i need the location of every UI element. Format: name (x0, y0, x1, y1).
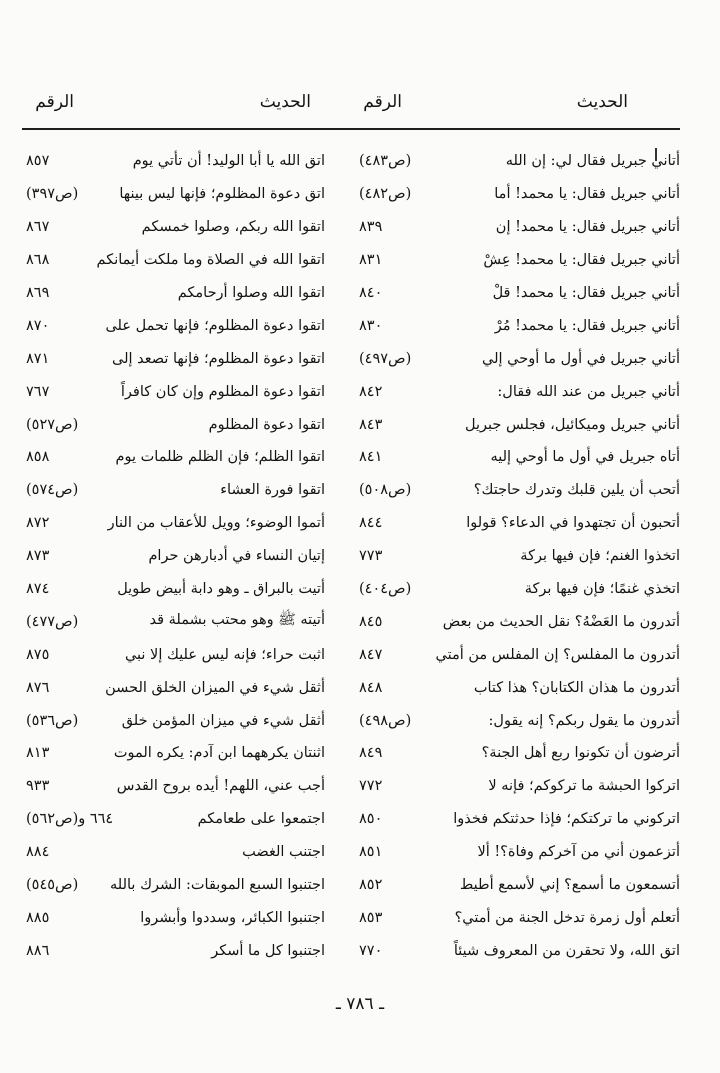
hadith-text: أتسمعون ما أسمع؟ إني لأسمع أطيط (459, 877, 680, 894)
hadith-number: ٨٣٩ (359, 219, 383, 236)
hadith-number: ٨٧٣ (26, 548, 50, 565)
hadith-text: أترضون أن تكونوا ربع أهل الجنة؟ (481, 745, 680, 762)
index-entry (355, 836, 680, 869)
hadith-number: ٨٨٤ (26, 844, 50, 861)
hadith-text: أتموا الوضوء؛ وويل للأعقاب من النار (107, 515, 325, 532)
index-entry (355, 737, 680, 770)
hadith-number: ٨٤٢ (359, 383, 383, 400)
index-entry (22, 901, 325, 934)
hadith-text: اتقوا دعوة المظلوم وإن كان كافراً (120, 383, 325, 400)
index-entry (355, 507, 680, 540)
hadith-number: ٧٧٢ (359, 778, 383, 795)
hadith-number: ٧٧٠ (359, 942, 383, 959)
hadith-number: ٨٧٦ (26, 679, 50, 696)
index-entry (22, 836, 325, 869)
hadith-text: أتيت بالبراق ـ وهو دابة أبيض طويل (117, 581, 325, 598)
hadith-number: ٨٥٠ (359, 811, 383, 828)
index-entry (355, 901, 680, 934)
hadith-text: اتقوا دعوة المظلوم (208, 416, 325, 433)
hadith-text: اتق دعوة المظلوم؛ فإنها ليس بينها (119, 186, 325, 203)
index-entry (22, 605, 325, 638)
index-entry (22, 342, 325, 375)
hadith-text: أتدرون ما العَضْهُ؟ نقل الحديث من بعض (442, 613, 680, 630)
index-entry (22, 408, 325, 441)
index-entry (22, 211, 325, 244)
hadith-text: أتاني جبريل من عند الله فقال: (497, 383, 680, 400)
hadith-number: ٨٦٨ (26, 252, 50, 269)
hadith-number: ٨٤١ (359, 449, 383, 466)
hadith-number: ٨٧١ (26, 350, 50, 367)
hadith-text: أتاني جبريل في أول ما أوحي إلي (482, 350, 680, 367)
hadith-number: ٨٤٧ (359, 646, 383, 663)
index-entry (355, 934, 680, 967)
index-entry (355, 573, 680, 606)
hadith-number: ٨١٣ (26, 745, 50, 762)
hadith-text: أتدرون ما هذان الكتابان؟ هذا كتاب (473, 679, 680, 696)
hadith-text: أتعلم أول زمرة تدخل الجنة من أمتي؟ (454, 909, 680, 926)
index-entry (355, 803, 680, 836)
hadith-text: أتحبون أن تجتهدوا في الدعاء؟ قولوا (466, 515, 680, 532)
hadith-number: ٨٤٣ (359, 416, 383, 433)
hadith-text: أتحب أن يلين قلبك وتدرك حاجتك؟ (473, 482, 680, 499)
hadith-number: (ص٤٩٧) (359, 350, 412, 367)
hadith-text: أثقل شيء في الميزان الخلق الحسن (105, 679, 325, 696)
index-entry (355, 869, 680, 902)
header-hadith-right: الحديث (576, 92, 628, 112)
hadith-text: أتدرون ما يقول ربكم؟ إنه يقول: (488, 712, 680, 729)
hadith-text: أجب عني، اللهم! أيده بروح القدس (116, 778, 325, 795)
header-rule (22, 128, 680, 130)
hadith-text: أتاه جبريل في أول ما أوحي إليه (490, 449, 680, 466)
hadith-text: اتقوا الله وصلوا أرحامكم (177, 285, 325, 301)
hadith-text: اتركوا الحبشة ما تركوكم؛ فإنه لا (488, 778, 680, 795)
index-entry (22, 244, 325, 277)
hadith-number: ٦٦٤ و(ص٥٦٢) (26, 811, 114, 828)
hadith-text: اتقوا دعوة المظلوم؛ فإنها تصعد إلى (112, 350, 325, 367)
hadith-text: إتيان النساء في أدبارهن حرام (148, 548, 325, 565)
index-entry (22, 671, 325, 704)
index-entry (22, 638, 325, 671)
index-entry (355, 605, 680, 638)
hadith-number: ٨٥٨ (26, 449, 50, 466)
index-entry (355, 244, 680, 277)
index-entry (22, 540, 325, 573)
index-entry (355, 309, 680, 342)
index-entry (22, 770, 325, 803)
hadith-text: اجتمعوا على طعامكم (197, 811, 325, 828)
hadith-number: ٨٦٧ (26, 219, 50, 236)
index-entry (22, 309, 325, 342)
hadith-text: اجتنبوا السبع الموبقات: الشرك بالله (110, 877, 325, 894)
hadith-number: ٨٧٢ (26, 515, 50, 532)
hadith-number: ٧٦٧ (26, 383, 50, 400)
hadith-number: (ص٤٨٢) (359, 186, 412, 203)
hadith-text: اتقوا الله ربكم، وصلوا خمسكم (141, 219, 325, 236)
hadith-number: ٨٤٩ (359, 745, 383, 762)
hadith-text: اتقوا فورة العشاء (220, 482, 325, 499)
index-entry (355, 474, 680, 507)
hadith-number: (ص٥٠٨) (359, 482, 412, 499)
index-entry (22, 934, 325, 967)
index-entry (355, 540, 680, 573)
left-column (22, 145, 325, 967)
hadith-number: ٨٥٣ (359, 909, 383, 926)
index-entry (22, 145, 325, 178)
hadith-text: أتيته ﷺ وهو محتب بشملة قد (149, 612, 325, 629)
hadith-number: ٨٥١ (359, 844, 383, 861)
hadith-number: ٨٨٦ (26, 942, 50, 959)
hadith-text: اثبت حراء؛ فإنه ليس عليك إلا نبي (124, 646, 325, 663)
hadith-number: ٨٤٠ (359, 285, 383, 301)
hadith-text: اجتنب الغضب (242, 844, 325, 861)
hadith-number: ٧٧٣ (359, 548, 383, 565)
hadith-text: اجتنبوا كل ما أسكر (211, 942, 325, 959)
hadith-text: أتاني جبريل فقال: يا محمد! عِشْ (483, 252, 680, 269)
hadith-number: (ص٥٤٥) (26, 877, 79, 894)
hadith-text: أثقل شيء في ميزان المؤمن خلق (121, 712, 325, 729)
hadith-text: اتق الله، ولا تحقرن من المعروف شيئاً (453, 942, 680, 959)
index-entry (22, 277, 325, 310)
hadith-text: أتزعمون أني من آخركم وفاة؟! ألا (477, 844, 680, 861)
index-entry (355, 671, 680, 704)
header-number-right: الرقم (363, 92, 402, 112)
hadith-number: ٩٣٣ (26, 778, 50, 795)
hadith-text: أتاني جبريل فقال: يا محمد! إن (495, 219, 680, 236)
hadith-text: اتقوا دعوة المظلوم؛ فإنها تحمل على (105, 317, 325, 334)
hadith-text: أتاني جبريل وميكائيل، فجلس جبريل (465, 416, 680, 433)
hadith-text: اتقوا الله في الصلاة وما ملكت أيمانكم (96, 252, 325, 269)
index-entry (355, 211, 680, 244)
header-hadith-left: الحديث (259, 92, 311, 112)
index-entry (355, 441, 680, 474)
hadith-number: (ص٤٩٨) (359, 712, 412, 729)
hadith-number: (ص٥٧٤) (26, 482, 79, 499)
hadith-number: ٨٤٤ (359, 515, 383, 532)
hadith-text: أتاني جبريل فقال: يا محمد! قلْ (492, 285, 680, 301)
hadith-number: (ص٤٨٣) (359, 153, 412, 170)
index-entry (22, 441, 325, 474)
index-entry (355, 704, 680, 737)
index-entry (355, 342, 680, 375)
index-entry (22, 704, 325, 737)
hadith-text: اجتنبوا الكبائر، وسددوا وأبشروا (140, 909, 325, 926)
hadith-text: أتدرون ما المفلس؟ إن المفلس من أمتي (435, 646, 680, 663)
index-entry (22, 375, 325, 408)
index-entry (355, 178, 680, 211)
hadith-text: اتخذي غنمًا؛ فإن فيها بركة (524, 581, 680, 598)
hadith-text: أتاني جبريل فقال: يا محمد! أما (494, 186, 680, 203)
hadith-text: أتاني جبريل فقال لي: إن الله (505, 153, 680, 170)
right-column (355, 145, 680, 967)
hadith-number: ٨٧٠ (26, 317, 50, 334)
hadith-number: (ص٥٢٧) (26, 416, 79, 433)
index-entry (355, 770, 680, 803)
index-entry (22, 803, 325, 836)
hadith-number: ٨٨٥ (26, 909, 50, 926)
hadith-text: اثنتان يكرههما ابن آدم: يكره الموت (113, 745, 325, 762)
hadith-number: ٨٦٩ (26, 285, 50, 301)
hadith-number: ٨٤٥ (359, 613, 383, 630)
index-entry (22, 474, 325, 507)
index-entry (22, 869, 325, 902)
hadith-text: اتركوني ما تركتكم؛ فإذا حدثتكم فخذوا (453, 811, 680, 828)
index-entry (355, 638, 680, 671)
index-entry (355, 145, 680, 178)
index-entry (22, 737, 325, 770)
hadith-number: ٨٣١ (359, 252, 383, 269)
hadith-number: ٨٣٠ (359, 317, 383, 334)
hadith-text: أتاني جبريل فقال: يا محمد! مُرْ (494, 317, 680, 334)
hadith-number: (ص٤٠٤) (359, 581, 412, 598)
page-number: ـ ٧٨٦ ـ (335, 994, 385, 1014)
hadith-number: ٨٧٥ (26, 646, 50, 663)
hadith-number: ٨٥٧ (26, 153, 50, 170)
hadith-number: (ص٥٣٦) (26, 712, 79, 729)
hadith-number: ٨٤٨ (359, 679, 383, 696)
hadith-number: (ص٤٧٧) (26, 613, 79, 630)
index-entry (22, 573, 325, 606)
index-entry (355, 277, 680, 310)
header-number-left: الرقم (35, 92, 74, 112)
index-entry (22, 178, 325, 211)
index-entry (355, 408, 680, 441)
hadith-number: (ص٣٩٧) (26, 186, 79, 203)
index-entry (22, 507, 325, 540)
hadith-text: اتقوا الظلم؛ فإن الظلم ظلمات يوم (115, 449, 325, 466)
hadith-number: ٨٧٤ (26, 581, 50, 598)
hadith-number: ٨٥٢ (359, 877, 383, 894)
hadith-text: اتق الله يا أبا الوليد! أن تأتي يوم (132, 153, 325, 170)
hadith-text: اتخذوا الغنم؛ فإن فيها بركة (520, 548, 680, 565)
index-entry (355, 375, 680, 408)
